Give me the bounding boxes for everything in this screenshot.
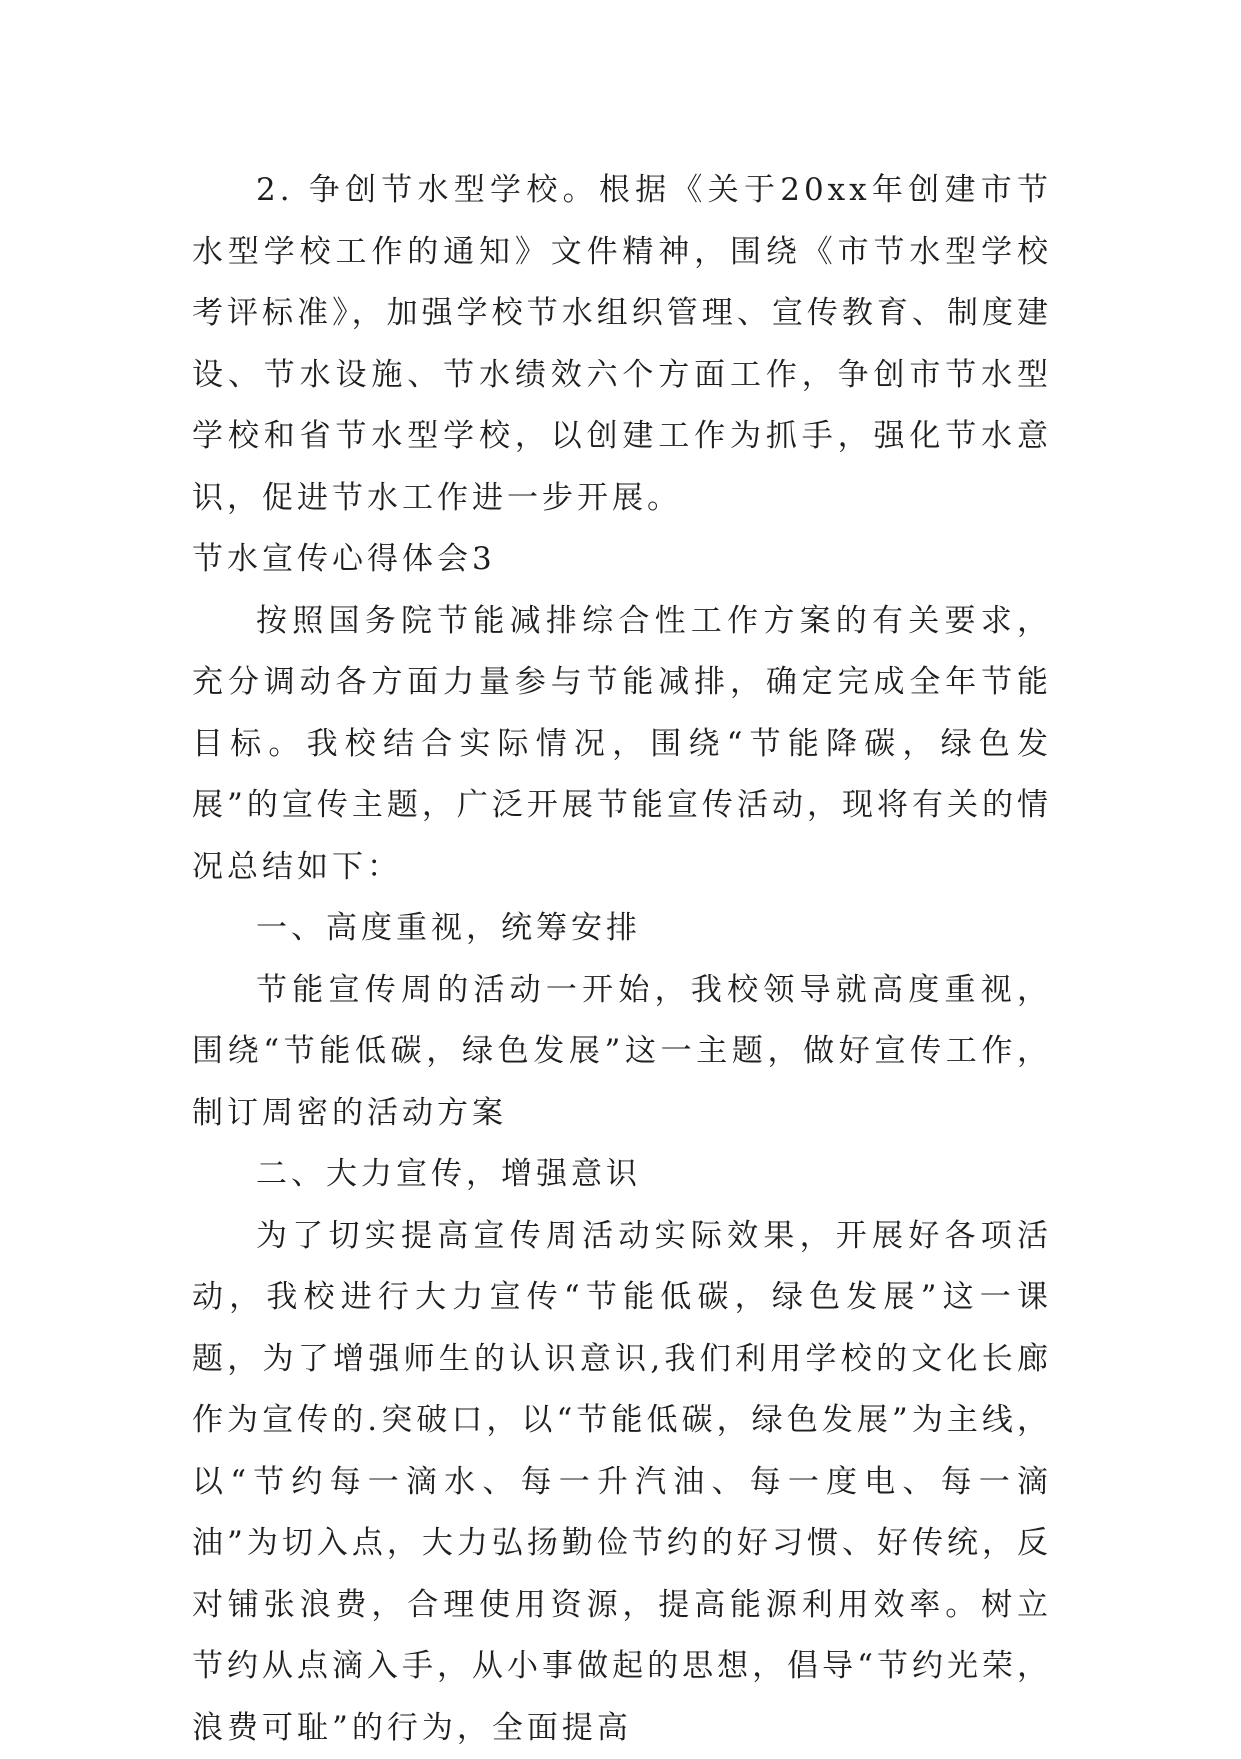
section-heading-1: 一、高度重视，统筹安排 [192,898,1052,960]
paragraph-water-saving-school: 2. 争创节水型学校。根据《关于20xx年创建市节水型学校工作的通知》文件精神，围绕《市节水型学校考评标准》，加强学校节水组织管理、宣传教育、制度建设、节水设施、节水绩效六个方面工作，争创市节水型学校和省节水型学校，以创建工作为抓手，强化节水意识，促进节水工作进一步开展。 [192,160,1052,529]
document-body [192,160,1052,1759]
paragraph-section-1: 节能宣传周的活动一开始，我校领导就高度重视，围绕“节能低碳，绿色发展”这一主题，做好宣传工作，制订周密的活动方案 [192,960,1052,1145]
document-title: 节水宣传心得体会3 [192,529,1052,591]
section-heading-2: 二、大力宣传，增强意识 [192,1144,1052,1206]
paragraph-section-2: 为了切实提高宣传周活动实际效果，开展好各项活动，我校进行大力宣传“节能低碳，绿色发展”这一课题，为了增强师生的认识意识,我们利用学校的文化长廊作为宣传的.突破口，以“节能低碳，绿色发展”为主线，以“节约每一滴水、每一升汽油、每一度电、每一滴油”为切入点，大力弘扬勤俭节约的好习惯、好传统，反对铺张浪费，合理使用资源，提高能源利用效率。树立节约从点滴入手，从小事做起的思想，倡导“节约光荣，浪费可耻”的行为，全面提高 [192,1206,1052,1759]
paragraph-intro: 按照国务院节能减排综合性工作方案的有关要求，充分调动各方面力量参与节能减排，确定完成全年节能目标。我校结合实际情况，围绕“节能降碳，绿色发展”的宣传主题，广泛开展节能宣传活动，现将有关的情况总结如下： [192,591,1052,899]
